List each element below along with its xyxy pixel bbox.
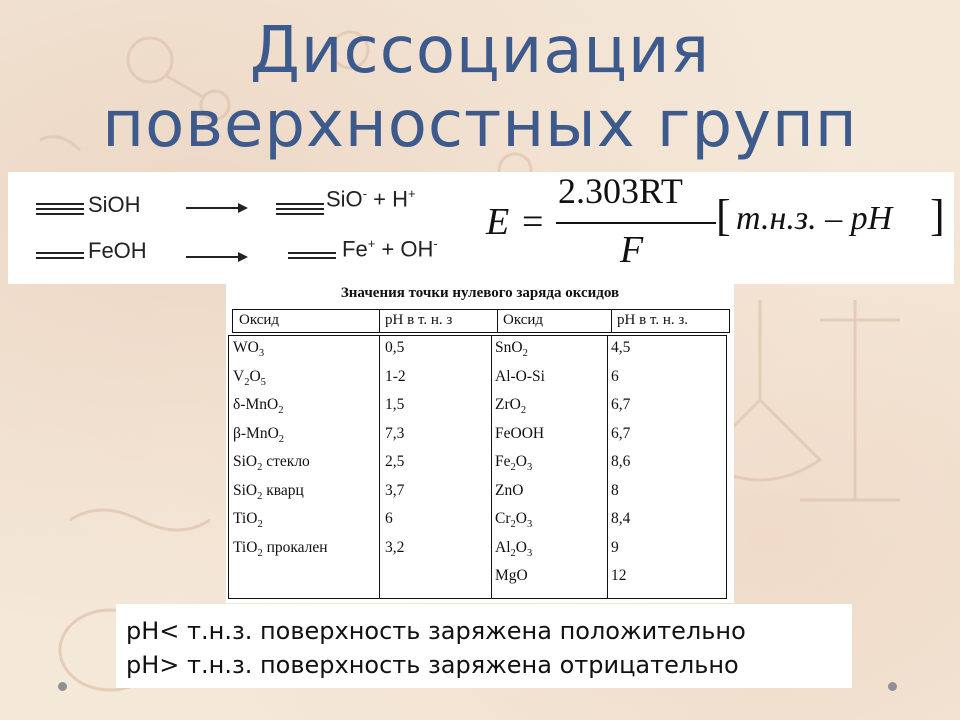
cell-oxide-2: FeOOH xyxy=(495,424,545,442)
column-divider xyxy=(491,336,492,598)
slide-title xyxy=(0,14,960,162)
byproduct-charge: + xyxy=(408,186,416,201)
cell-ph-2: 6 xyxy=(611,367,619,385)
column-divider xyxy=(607,336,608,598)
cell-oxide-1: $WO_3$ xyxy=(233,339,265,360)
bond-line xyxy=(276,208,324,210)
arrow-icon xyxy=(186,207,246,209)
formula-bracket-left: [ xyxy=(716,191,731,240)
bond-line xyxy=(36,257,84,259)
bond-line xyxy=(276,203,324,205)
cell-ph-1: 1-2 xyxy=(385,367,406,385)
table-header xyxy=(232,309,730,333)
header-oxide-1: Оксид xyxy=(239,312,280,328)
header-ph-2: pH в т. н. з. xyxy=(617,312,689,328)
bond-line xyxy=(36,213,84,215)
reactant: SiOH xyxy=(88,192,141,217)
column-divider xyxy=(497,310,498,332)
cell-oxide-1: δ-MnO$_2$ xyxy=(233,396,284,417)
cell-oxide-1: TiO$_2$ xyxy=(233,510,263,531)
table-caption: Значения точки нулевого заряда оксидов xyxy=(340,285,620,301)
reactant: FeOH xyxy=(88,238,147,263)
cell-oxide-2: $Al_2O_3$ xyxy=(495,538,533,559)
column-divider xyxy=(379,336,380,598)
cell-oxide-2: Al-O-Si xyxy=(495,367,545,385)
product-formula: SiO xyxy=(326,186,363,212)
cell-ph-2: 8,6 xyxy=(611,453,631,470)
cell-oxide-2: ZnO xyxy=(495,481,524,499)
bond-line xyxy=(288,257,336,259)
plus-sign: + xyxy=(373,186,387,212)
arrow-icon xyxy=(186,256,246,258)
product xyxy=(342,236,438,262)
cell-ph-2: 8,4 xyxy=(611,510,631,527)
cell-oxide-1: SiO$_2$ стекло xyxy=(233,453,310,474)
byproduct: OH xyxy=(400,236,434,262)
bond-line xyxy=(36,252,84,254)
table-body xyxy=(228,335,727,599)
cell-ph-2: 9 xyxy=(611,538,619,556)
plus-sign: + xyxy=(381,236,395,262)
header-ph-1: pH в т. н. з xyxy=(385,312,453,328)
cell-ph-1: 0,5 xyxy=(385,339,405,356)
formula-lhs: E xyxy=(486,201,510,243)
byproduct: H xyxy=(392,186,409,212)
formula-numerator: 2.303RT xyxy=(558,171,683,211)
bond-line xyxy=(288,252,336,254)
cell-oxide-2: MgO xyxy=(495,567,528,584)
title-line-2: поверхностных групп xyxy=(102,88,858,162)
byproduct-charge: - xyxy=(433,236,438,251)
cell-oxide-2: ZrO$_2$ xyxy=(495,396,527,417)
cell-oxide-1: SiO$_2$ кварц xyxy=(233,481,304,502)
cell-ph-1: 3,2 xyxy=(385,538,405,556)
corner-dot xyxy=(888,682,897,691)
cell-oxide-2: SnO$_2$ xyxy=(495,339,528,360)
column-divider xyxy=(611,310,612,332)
cell-ph-1: 7,3 xyxy=(385,424,405,442)
column-divider xyxy=(379,310,380,332)
cell-oxide-2: $Fe_2O_3$ xyxy=(495,453,533,474)
cell-oxide-1: $V_2O_5$ xyxy=(233,367,266,388)
bond-line xyxy=(36,203,84,205)
cell-ph-2: 8 xyxy=(611,481,619,499)
cell-oxide-2: $Cr_2O_3$ xyxy=(495,510,533,531)
equations-panel xyxy=(8,172,954,284)
cell-ph-2: 4,5 xyxy=(611,339,631,356)
notes-panel xyxy=(116,604,852,688)
pzc-table-panel xyxy=(226,283,734,603)
note-negative: pH> т.н.з. поверхность заряжена отрицательно xyxy=(126,651,739,679)
formula-denominator: F xyxy=(620,229,644,271)
cell-ph-1: 2,5 xyxy=(385,453,405,470)
cell-ph-1: 1,5 xyxy=(385,396,405,413)
cell-ph-2: 6,7 xyxy=(611,396,631,413)
title-line-1: Диссоциация xyxy=(249,14,711,88)
corner-dot xyxy=(58,682,67,691)
product xyxy=(326,186,416,212)
product-charge: + xyxy=(367,236,376,251)
cell-ph-2: 12 xyxy=(611,567,627,584)
note-positive: pH< т.н.з. поверхность заряжена положительно xyxy=(126,617,746,645)
product-formula: Fe xyxy=(342,236,368,262)
fraction-bar xyxy=(556,222,716,224)
cell-ph-1: 6 xyxy=(385,510,393,527)
bond-line xyxy=(36,208,84,210)
header-oxide-2: Оксид xyxy=(503,312,544,328)
cell-ph-1: 3,7 xyxy=(385,481,405,499)
cell-oxide-1: β-MnO$_2$ xyxy=(233,424,285,445)
cell-oxide-1: TiO$_2$ прокален xyxy=(233,538,328,559)
bond-line xyxy=(276,213,324,215)
formula-equals: = xyxy=(522,201,544,243)
formula-bracket-right: ] xyxy=(930,191,945,240)
formula-bracket-content: т.н.з. – pH xyxy=(736,200,893,237)
cell-ph-2: 6,7 xyxy=(611,424,631,442)
product-charge: - xyxy=(362,186,368,201)
